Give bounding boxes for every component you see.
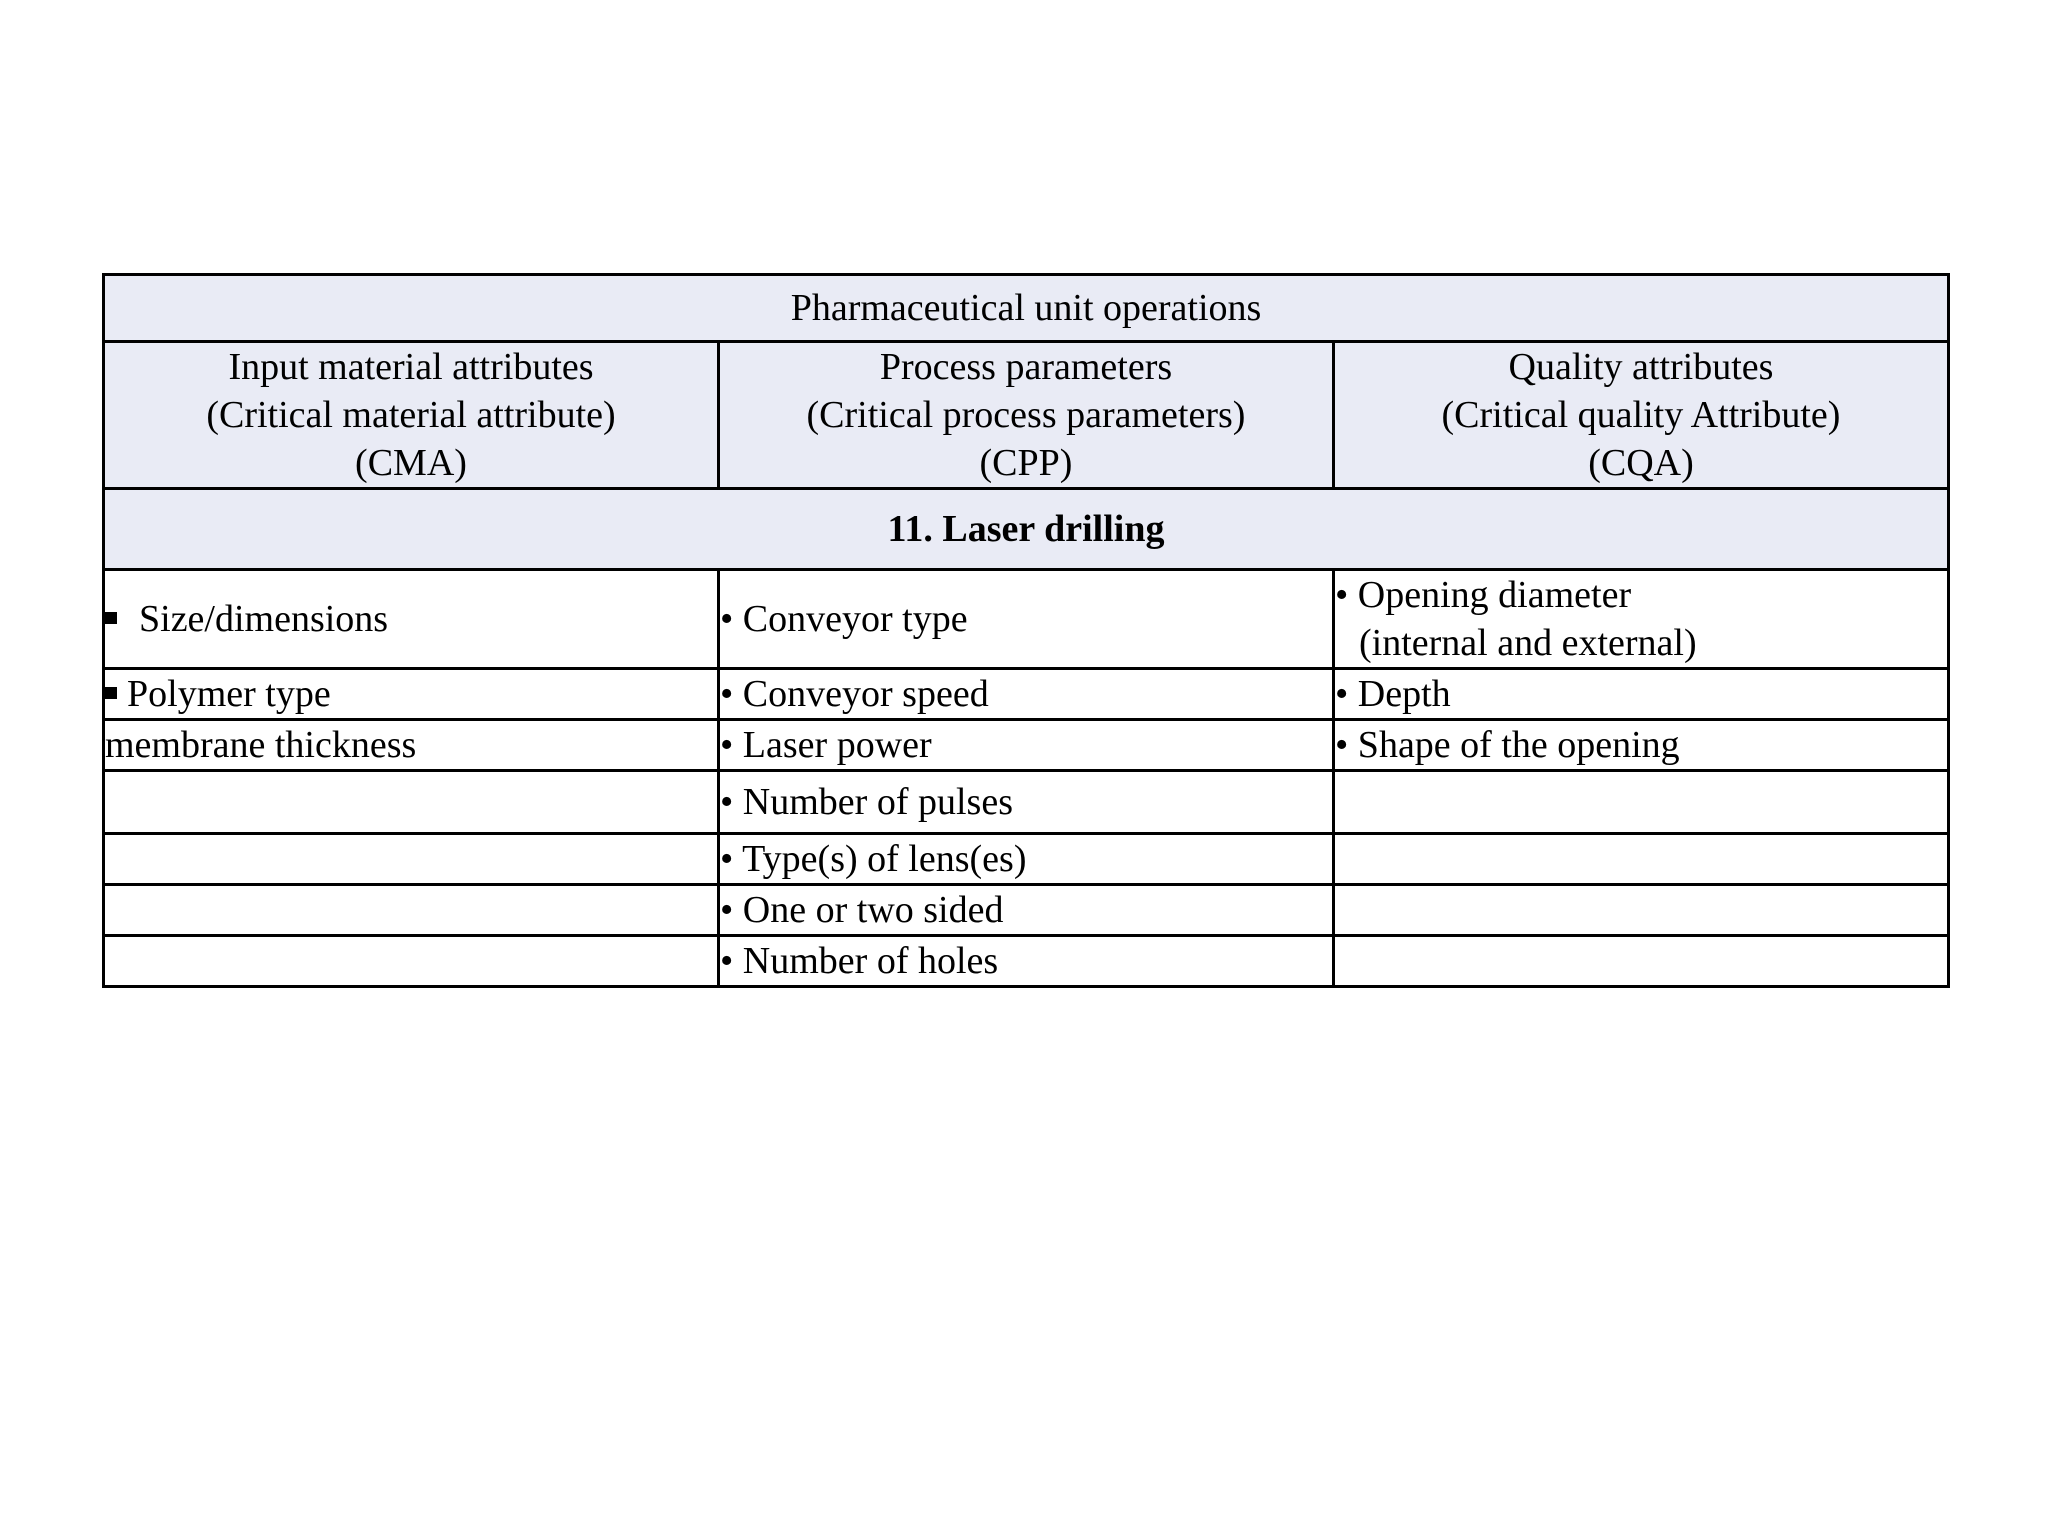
table-cell: • Shape of the opening [1334, 720, 1949, 771]
table-cell-empty [1334, 885, 1949, 936]
unit-operations-table [102, 273, 1950, 988]
square-bullet-icon [105, 612, 117, 624]
section-title: 11. Laser drilling [104, 489, 1949, 570]
table-row [104, 834, 1949, 885]
table-cell: • Conveyor type [719, 570, 1334, 669]
column-header-line: (CPP) [979, 442, 1073, 484]
column-header-cqa [1334, 342, 1949, 489]
table-row [104, 720, 1949, 771]
cell-text: Size/dimensions [139, 598, 389, 640]
column-header-line: Quality attributes [1508, 346, 1774, 388]
table-title: Pharmaceutical unit operations [104, 275, 1949, 342]
table-cell-empty [104, 936, 719, 987]
table-cell: • One or two sided [719, 885, 1334, 936]
cell-text: Polymer type [127, 673, 331, 715]
column-header-cma [104, 342, 719, 489]
column-header-line: Process parameters [879, 346, 1173, 388]
table-cell-empty [104, 834, 719, 885]
column-header-line: (Critical material attribute) [206, 394, 616, 436]
table-cell: • Number of holes [719, 936, 1334, 987]
table-cell: • Conveyor speed [719, 669, 1334, 720]
table-cell [1334, 570, 1949, 669]
table-cell-empty [1334, 936, 1949, 987]
cell-text: • Opening diameter [1335, 574, 1632, 616]
table-cell: • Laser power [719, 720, 1334, 771]
column-header-line: (Critical process parameters) [806, 394, 1246, 436]
table-cell: membrane thickness [104, 720, 719, 771]
column-header-line: (CMA) [355, 442, 467, 484]
cell-text: (internal and external) [1359, 622, 1697, 664]
table-cell-empty [1334, 771, 1949, 834]
column-header-line: (Critical quality Attribute) [1441, 394, 1841, 436]
column-header-cpp [719, 342, 1334, 489]
table-row [104, 570, 1949, 669]
column-header-line: (CQA) [1588, 442, 1694, 484]
table-row [104, 771, 1949, 834]
table-cell [104, 669, 719, 720]
table-row [104, 936, 1949, 987]
table-row [104, 669, 1949, 720]
table-cell-empty [104, 885, 719, 936]
column-header-line: Input material attributes [228, 346, 594, 388]
section-row [104, 489, 1949, 570]
table-cell: • Depth [1334, 669, 1949, 720]
table-row [104, 885, 1949, 936]
table-cell: • Type(s) of lens(es) [719, 834, 1334, 885]
table-cell [104, 570, 719, 669]
column-header-row [104, 342, 1949, 489]
table-cell-empty [1334, 834, 1949, 885]
table-title-row [104, 275, 1949, 342]
table-cell-empty [104, 771, 719, 834]
square-bullet-icon [105, 687, 117, 699]
table-cell: • Number of pulses [719, 771, 1334, 834]
